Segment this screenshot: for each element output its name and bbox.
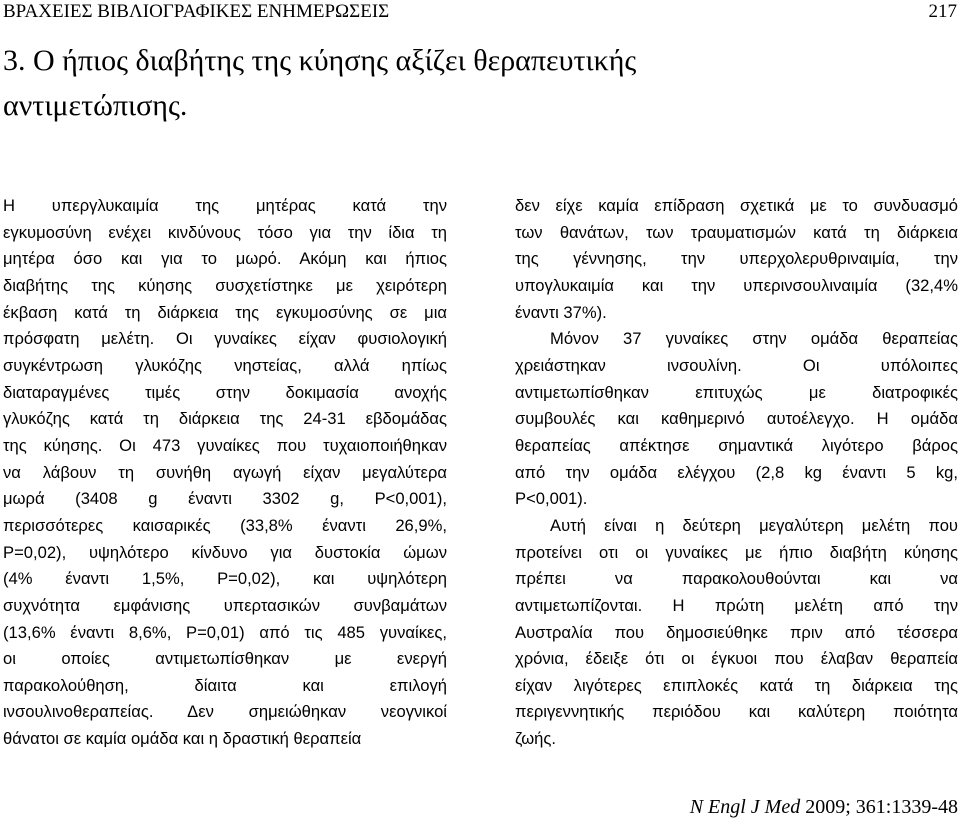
text-line: χρόνια, έδειξε ότι οι έγκυοι που έλαβαν θεραπεία (515, 649, 958, 669)
text-line: μητέρα όσο και για το μωρό. Ακόμη και ήπιος (3, 249, 447, 269)
page-number: 217 (928, 1, 957, 22)
text-line: αντιμετωπίσθηκαν επιτυχώς με διατροφικές (515, 382, 958, 402)
text-line: ζωής. (515, 729, 556, 749)
text-line: είχαν λιγότερες επιπλοκές κατά τη διάρκεια της (515, 675, 958, 695)
citation-journal: N Engl J Med (689, 796, 801, 818)
text-line: (4% έναντι 1,5%, P=0,02), και υψηλότερη (3, 569, 447, 589)
text-line: αντιμετωπίζονται. Η πρώτη μελέτη από την (515, 595, 958, 615)
text-line: παρακολούθηση, δίαιτα και επιλογή (3, 675, 447, 695)
section-title-line: 3. Ο ήπιος διαβήτης της κύησης αξίζει θεραπευτικής (3, 44, 637, 77)
text-line: πρέπει να παρακολουθούνται και να (515, 569, 958, 589)
text-line: να λάβουν τη συνήθη αγωγή είχαν μεγαλύτερα (3, 462, 447, 482)
text-line: χρειάστηκαν ινσουλίνη. Οι υπόλοιπες (515, 355, 958, 375)
citation-details: 2009; 361:1339-48 (800, 796, 958, 818)
text-line: των θανάτων, των τραυματισμών κατά τη διάρκεια (515, 222, 958, 242)
section-title (3, 38, 933, 128)
text-line: της γέννησης, την υπερχολερυθριναιμία, την (515, 249, 958, 269)
text-line: εγκυμοσύνη ενέχει κινδύνους τόσο για την ίδια τη (3, 222, 447, 242)
text-line: διαβήτης της κύησης συσχετίστηκε με χειρότερη (3, 275, 447, 295)
text-line: έναντι 37%). (515, 302, 607, 322)
text-line: P=0,02), υψηλότερο κίνδυνο για δυστοκία ώμων (3, 542, 447, 562)
text-line: μωρά (3408 g έναντι 3302 g, P<0,001), (3, 489, 447, 509)
text-line: δεν είχε καμία επίδραση σχετικά με το συνδυασμό (515, 196, 958, 215)
text-line: Η υπεργλυκαιμία της μητέρας κατά την (3, 196, 447, 215)
right-column (515, 193, 958, 753)
text-line: Μόνον 37 γυναίκες στην ομάδα θεραπείας (550, 329, 958, 349)
citation (690, 795, 958, 819)
text-line: γλυκόζης κατά τη διάρκεια της 24-31 εβδομάδας (3, 409, 447, 429)
text-line: περισσότερες καισαρικές (33,8% έναντι 26,9%, (3, 515, 447, 535)
left-column (3, 193, 447, 753)
text-line: έκβαση κατά τη διάρκεια της εγκυμοσύνης σε μια (3, 302, 447, 322)
running-title: ΒΡΑΧΕΙΕΣ ΒΙΒΛΙΟΓΡΑΦΙΚΕΣ ΕΝΗΜΕΡΩΣΕΙΣ (3, 1, 390, 22)
section-title-line: αντιμετώπισης. (3, 89, 188, 122)
text-line: P<0,001). (515, 489, 588, 509)
text-line: οι οποίες αντιμετωπίσθηκαν με ενεργή (3, 649, 447, 669)
running-header (0, 0, 957, 28)
text-line: υπογλυκαιμία και την υπερινσουλιναιμία (32,4% (515, 275, 958, 295)
text-line: προτείνει οτι οι γυναίκες με ήπιο διαβήτη κύησης (515, 542, 958, 562)
text-line: πρόσφατη μελέτη. Οι γυναίκες είχαν φυσιολογική (3, 329, 447, 349)
text-line: ινσουλινοθεραπείας. Δεν σημειώθηκαν νεογνικοί (3, 702, 447, 722)
text-line: της κύησης. Οι 473 γυναίκες που τυχαιοποιήθηκαν (3, 435, 447, 455)
text-line: περιγεννητικής περιόδου και καλύτερη ποιότητα (515, 702, 958, 722)
text-line: συγκέντρωση γλυκόζης νηστείας, αλλά ηπίως (3, 355, 447, 375)
text-line: (13,6% έναντι 8,6%, P=0,01) από τις 485 γυναίκες, (3, 622, 447, 642)
text-line: θάνατοι σε καμία ομάδα και η δραστική θεραπεία (3, 729, 362, 749)
text-line: Αυτή είναι η δεύτερη μεγαλύτερη μελέτη που (550, 515, 958, 535)
text-line: θεραπείας απέκτησε σημαντικά λιγότερο βάρος (515, 435, 958, 455)
text-line: Αυστραλία που δημοσιεύθηκε πριν από τέσσερα (515, 622, 958, 642)
text-line: συχνότητα εμφάνισης υπερτασικών συνβαμάτων (3, 595, 447, 615)
text-line: συμβουλές και καθημερινό αυτοέλεγχο. Η ομάδα (515, 409, 958, 429)
text-line: διαταραγμένες τιμές στην δοκιμασία ανοχής (3, 382, 447, 402)
text-line: από την ομάδα ελέγχου (2,8 kg έναντι 5 kg, (515, 462, 958, 482)
